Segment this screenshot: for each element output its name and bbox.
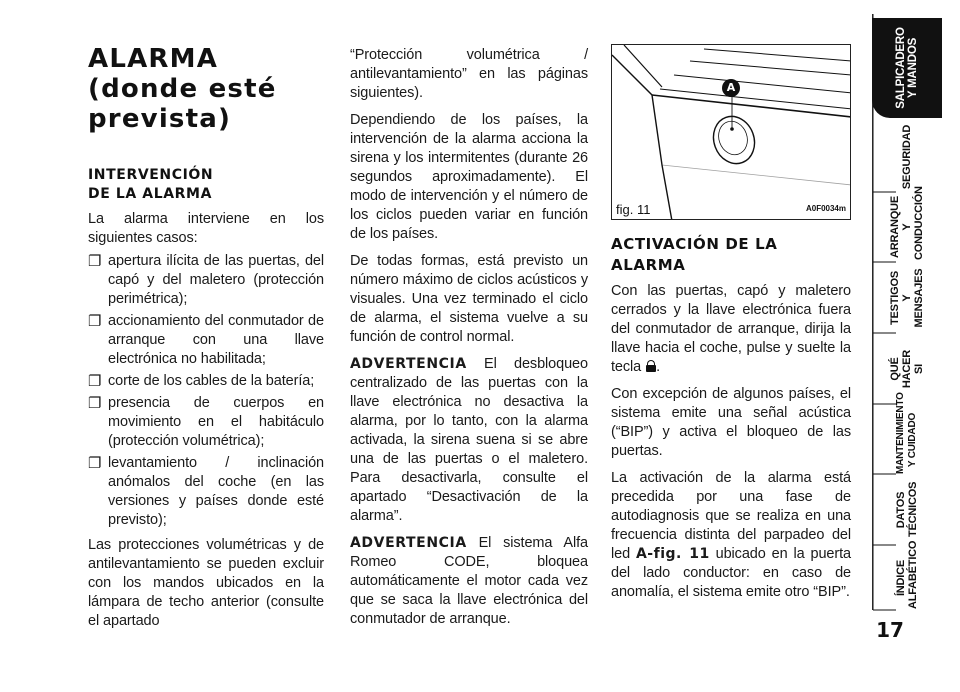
list-item	[88, 372, 324, 391]
bullet-text: levantamiento / inclinación anómalos del coche (en las versiones y países donde esté previsto);	[108, 455, 324, 528]
title-line-2: (donde esté	[88, 74, 277, 104]
paragraph-activation: Con las puertas, capó y maletero cerrados y la llave electrónica fuera del conmutador de arranque, dirija la llave hacia el coche, pulse y suelte la tecla .	[611, 283, 851, 375]
warning-label: ADVERTENCIA	[350, 535, 467, 551]
tab-seguridad[interactable]	[872, 124, 942, 190]
tab-salpicadero-y-mandos[interactable]	[872, 18, 942, 118]
tab-label: SEGURIDAD	[901, 124, 913, 190]
page-number: 17	[876, 618, 904, 642]
section-heading-line-2: ALARMA	[611, 256, 686, 274]
door-led-illustration	[612, 45, 851, 220]
checkbox-bullet-icon: ❐	[88, 455, 102, 472]
list-item	[88, 454, 324, 530]
tab-label: TESTIGOS Y MENSAJES	[889, 268, 925, 328]
bullet-text: presencia de cuerpos en movimiento en el habitáculo (protección volumétrica);	[108, 395, 324, 449]
checkbox-bullet-icon: ❐	[88, 253, 102, 270]
column-middle	[350, 46, 588, 629]
paragraph-autodiagnosis	[611, 469, 851, 602]
column-left	[88, 44, 324, 631]
checkbox-bullet-icon: ❐	[88, 373, 102, 390]
column-right	[611, 44, 851, 602]
section-heading-intervencion	[88, 166, 324, 204]
tab-testigos-y-mensajes[interactable]	[872, 264, 942, 332]
title-line-3: prevista)	[88, 104, 232, 134]
tab-indice-alfabetico[interactable]	[872, 540, 942, 609]
tab-datos-tecnicos[interactable]	[872, 476, 942, 544]
tab-label: DATOS TÉCNICOS	[895, 481, 919, 537]
paragraph-intervention: Dependiendo de los países, la intervención de la alarma acciona la sirena y los intermitentes (durante 26 segundos aproximadamente). El modo de intervención y el número de los ciclos pueden variar en función de los países.	[350, 112, 588, 242]
tab-label: ARRANQUE Y CONDUCCIÓN	[889, 186, 925, 260]
section-heading-line-2: DE LA ALARMA	[88, 186, 213, 202]
paragraph-continuation: “Protección volumétrica / antilevantamiento” en las páginas siguientes).	[350, 47, 588, 101]
activation-text: Con las puertas, capó y maletero cerrados y la llave electrónica fuera del conmutador de arranque, dirija la llave hacia el coche, pulse y suelte la tecla	[611, 283, 851, 375]
checkbox-bullet-icon: ❐	[88, 313, 102, 330]
tab-label: QUÉ HACER SI	[889, 349, 925, 389]
checkbox-bullet-icon: ❐	[88, 395, 102, 412]
tab-mantenimiento-y-cuidado[interactable]	[872, 392, 942, 474]
bullet-text: accionamiento del conmutador de arranque con una llave electrónica no habilitada;	[108, 313, 324, 367]
chapter-sidebar	[872, 0, 960, 692]
figure-reference: A-fig. 11	[635, 546, 710, 562]
bullet-text: apertura ilícita de las puertas, del capó y del maletero (protección perimétrica);	[108, 253, 324, 307]
paragraph-cycles: De todas formas, está previsto un número máximo de ciclos acústicos y visuales. Una vez terminado el ciclo de alarma, el sistema vuelve a su función de control normal.	[350, 253, 588, 345]
tab-que-hacer-si[interactable]	[872, 335, 942, 403]
list-item	[88, 312, 324, 369]
list-item	[88, 252, 324, 309]
intro-paragraph: La alarma interviene en los siguientes casos:	[88, 211, 324, 246]
bullet-text: corte de los cables de la batería;	[108, 373, 315, 389]
list-item	[88, 394, 324, 451]
warning-text: El sistema Alfa Romeo CODE, bloquea automáticamente el motor cada vez que se saca la llave electrónica del conmutador de arranque.	[350, 535, 588, 627]
figure-label: fig. 11	[616, 202, 651, 217]
tab-label: SALPICADERO Y MANDOS	[895, 27, 920, 109]
autodiagnosis-text: ubicado en la puerta del lado conductor: en caso de anomalía, el sistema emite otro “BIP”.	[611, 546, 851, 600]
paragraph-bip: Con excepción de algunos países, el sistema emite una señal acústica (“BIP”) y activa el bloqueo de las puertas.	[611, 386, 851, 459]
callout-a-marker: A	[722, 79, 740, 97]
tab-label: MANTENIMIENTO Y CUIDADO	[895, 392, 918, 474]
figure-11	[611, 44, 851, 220]
warning-unlock	[350, 355, 588, 526]
outro-paragraph: Las protecciones volumétricas y de antilevantamiento se pueden excluir con los mandos ubicados en la lámpara de techo anterior (consulte el apartado	[88, 537, 324, 629]
warning-label: ADVERTENCIA	[350, 356, 467, 372]
figure-code: A0F0034m	[805, 204, 846, 213]
title-line-1: ALARMA	[88, 44, 219, 74]
section-heading-line-1: ACTIVACIÓN DE LA	[611, 235, 778, 253]
lock-icon	[646, 360, 656, 372]
autodiagnosis-text: La activación de la alarma está precedida por una fase de autodiagnosis que se realiza en una frecuencia distinta del parpadeo del led	[611, 470, 851, 562]
section-heading-line-1: INTERVENCIÓN	[88, 167, 214, 183]
section-heading-activacion	[611, 234, 851, 276]
bullet-list	[88, 252, 324, 530]
page-title	[88, 44, 324, 134]
tab-arranque-y-conduccion[interactable]	[872, 186, 942, 260]
tab-label: ÍNDICE ALFABÉTICO	[895, 540, 919, 609]
warning-code	[350, 534, 588, 629]
warning-text: El desbloqueo centralizado de las puertas con la llave electrónica no desactiva la alarma, por lo tanto, con la alarma activada, la sirena suena si se abre una de las puertas o el maletero. Para desactivarla, consulte el apartado “Desactivación de la alarma”.	[350, 356, 588, 524]
